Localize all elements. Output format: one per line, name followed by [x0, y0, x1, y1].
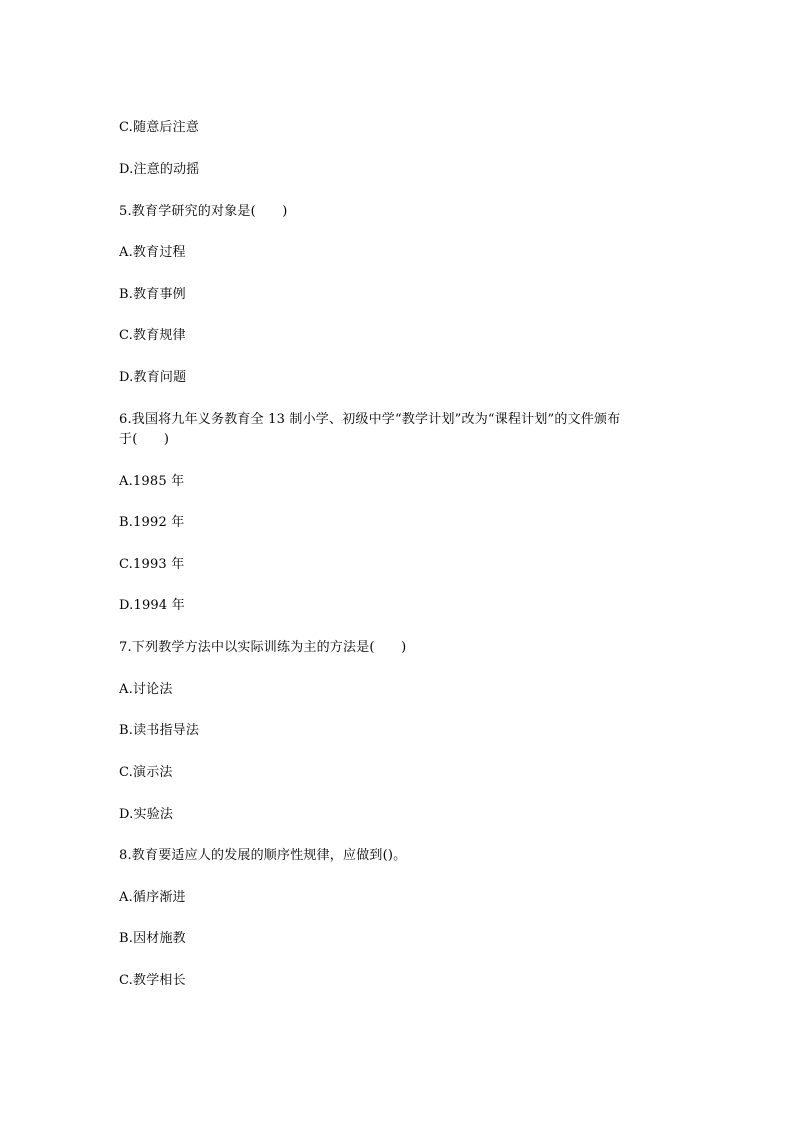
question-6-line-1: 6.我国将九年义务教育全 13 制小学、初级中学“教学计划”改为“课程计划”的文件颁布 [119, 412, 621, 427]
question-7: 7.下列教学方法中以实际训练为主的方法是( ) [119, 640, 407, 655]
option-d-q5: D.教育问题 [119, 370, 187, 385]
option-d-q6: D.1994 年 [119, 598, 185, 613]
option-a-q8: A.循序渐进 [119, 890, 186, 905]
option-c-q6: C.1993 年 [119, 557, 185, 572]
option-a-q7: A.讨论法 [119, 682, 173, 697]
option-a-q6: A.1985 年 [119, 474, 185, 489]
question-5: 5.教育学研究的对象是( ) [119, 204, 288, 219]
question-6-line-2: 于( ) [119, 432, 170, 447]
option-b-q7: B.读书指导法 [119, 723, 200, 738]
option-c-q4: C.随意后注意 [119, 120, 200, 135]
option-c-q8: C.教学相长 [119, 973, 186, 988]
option-d-q7: D.实验法 [119, 807, 174, 822]
option-c-q7: C.演示法 [119, 765, 173, 780]
option-a-q5: A.教育过程 [119, 245, 186, 260]
option-b-q5: B.教育事例 [119, 287, 186, 302]
option-c-q5: C.教育规律 [119, 328, 186, 343]
question-8: 8.教育要适应人的发展的顺序性规律，应做到()。 [119, 848, 407, 863]
option-b-q6: B.1992 年 [119, 515, 185, 530]
option-b-q8: B.因材施教 [119, 931, 186, 946]
option-d-q4: D.注意的动摇 [119, 162, 200, 177]
